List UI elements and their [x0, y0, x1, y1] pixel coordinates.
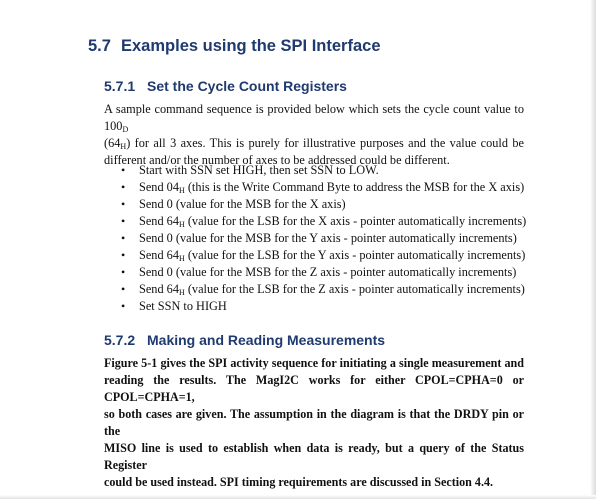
paragraph-line [104, 135, 524, 152]
section-heading [88, 37, 381, 56]
command-sequence-list [104, 162, 534, 315]
page-bottom-shadow [0, 495, 596, 499]
paragraph-line: MISO line is used to establish when data is ready, but a query of the Status Register [104, 441, 524, 472]
line-text: (64 [104, 136, 121, 150]
list-item [104, 196, 534, 213]
subscript-radix: D [122, 125, 129, 134]
step-text: Send 0 (value for the MSB for the Y axis - pointer automatically increments) [139, 231, 517, 245]
list-item [104, 281, 534, 298]
bullet-icon: • [121, 282, 126, 296]
step-text: Start with SSN set HIGH, then set SSN to LOW. [139, 163, 379, 177]
subsection-heading-cycle-count [104, 78, 347, 94]
step-text: (value for the LSB for the Z axis - pointer automatically increments) [184, 282, 525, 296]
line-text: A sample command sequence is provided below which sets the cycle count value to 100 [104, 102, 524, 133]
step-text: (this is the Write Command Byte to address the MSB for the X axis) [184, 180, 525, 194]
bullet-icon: • [121, 248, 126, 262]
subsection-number: 5.7.2 [104, 332, 136, 348]
measurements-paragraph [104, 355, 524, 491]
list-item [104, 298, 534, 315]
subsection-number: 5.7.1 [104, 78, 136, 94]
step-text: Send 64 [139, 214, 179, 228]
list-item [104, 230, 534, 247]
list-item [104, 162, 534, 179]
subsection-title: Making and Reading Measurements [147, 332, 386, 348]
step-text: (value for the LSB for the Y axis - pointer automatically increments) [184, 248, 526, 262]
list-item [104, 264, 534, 281]
section-number: 5.7 [88, 37, 111, 55]
bullet-icon: • [121, 197, 126, 211]
step-text: Send 64 [139, 282, 179, 296]
list-item [104, 213, 534, 230]
bullet-icon: • [121, 180, 126, 194]
subscript-radix: H [178, 186, 185, 195]
subscript-radix: H [178, 220, 185, 229]
subscript-radix: H [178, 254, 185, 263]
paragraph-line: so both cases are given. The assumption in the diagram is that the DRDY pin or the [104, 407, 524, 438]
step-text: Send 64 [139, 248, 179, 262]
intro-paragraph [104, 101, 524, 169]
bullet-icon: • [121, 163, 126, 177]
paragraph-line: Figure 5-1 gives the SPI activity sequence for initiating a single measurement and [104, 356, 524, 370]
paragraph-line [104, 101, 524, 135]
bullet-icon: • [121, 299, 126, 313]
bullet-icon: • [121, 265, 126, 279]
subsection-title: Set the Cycle Count Registers [147, 78, 347, 94]
subscript-radix: H [120, 142, 127, 151]
list-item [104, 247, 534, 264]
bullet-icon: • [121, 231, 126, 245]
subscript-radix: H [178, 288, 185, 297]
step-text: Set SSN to HIGH [139, 299, 227, 313]
paragraph-line: reading the results. The MagI2C works for either CPOL=CPHA=0 or CPOL=CPHA=1, [104, 373, 524, 404]
list-item [104, 179, 534, 196]
bullet-icon: • [121, 214, 126, 228]
section-title: Examples using the SPI Interface [121, 37, 381, 55]
step-text: Send 0 (value for the MSB for the Z axis - pointer automatically increments) [139, 265, 517, 279]
line-text: ) for all 3 axes. This is purely for illustrative purposes and the value could be [126, 136, 524, 150]
step-text: Send 0 (value for the MSB for the X axis) [139, 197, 346, 211]
step-text: Send 04 [139, 180, 179, 194]
step-text: (value for the LSB for the X axis - pointer automatically increments) [184, 214, 527, 228]
page-edge-shadow [590, 0, 596, 499]
line-text: different and/or the number of axes to be addressed could be different. [104, 153, 450, 167]
paragraph-line: could be used instead. SPI timing requirements are discussed in Section 4.4. [104, 475, 494, 489]
subsection-heading-measurements [104, 332, 385, 348]
